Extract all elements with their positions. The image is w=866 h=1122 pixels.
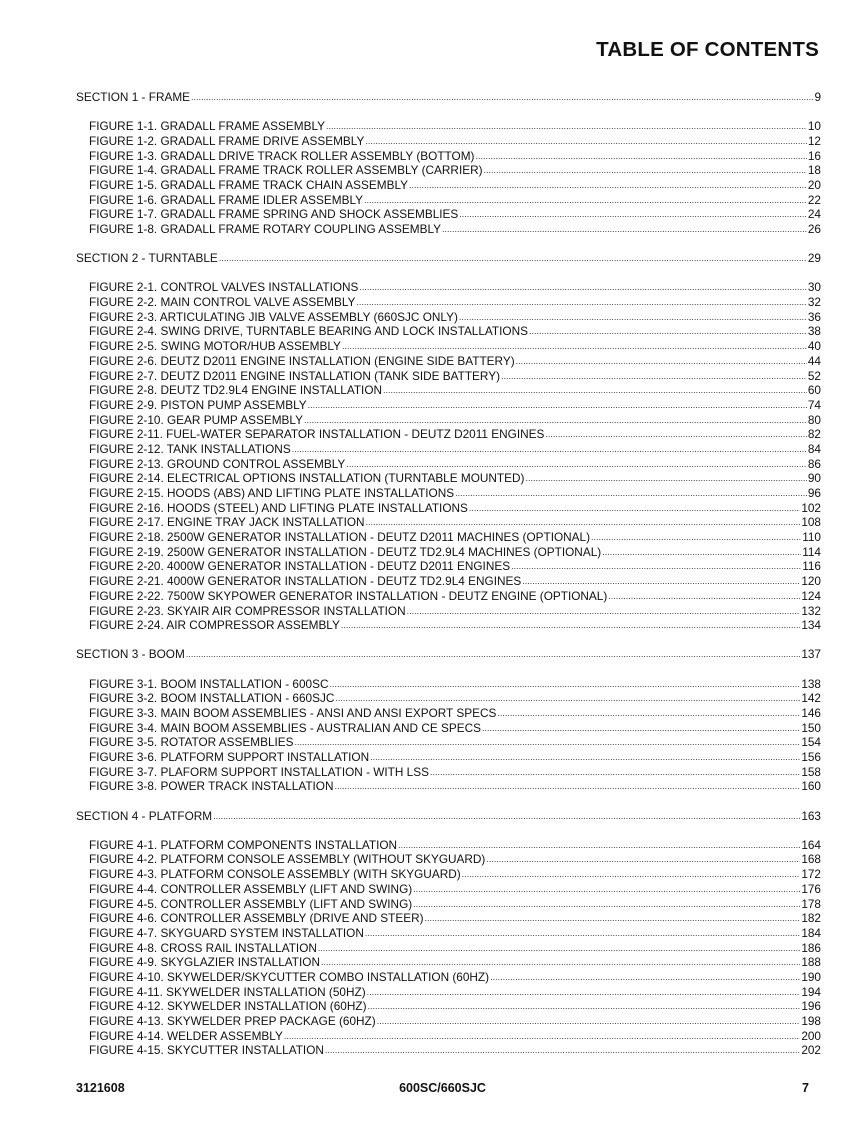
- toc-figure-entry-page-number: 168: [801, 852, 821, 867]
- toc-figure-entry-label: FIGURE 2-12. TANK INSTALLATIONS: [89, 441, 291, 456]
- toc-figure-entry-page-number: 40: [807, 339, 821, 354]
- table-of-contents: [76, 90, 821, 1058]
- toc-figure-entry[interactable]: [76, 471, 821, 486]
- toc-figure-entry[interactable]: [76, 750, 821, 765]
- toc-figure-entry-page-number: 114: [802, 544, 821, 559]
- dot-leader: [522, 574, 800, 589]
- toc-figure-entry-page-number: 158: [801, 764, 821, 779]
- toc-figure-entry[interactable]: [76, 119, 821, 134]
- dot-leader: [430, 765, 800, 780]
- toc-figure-entry-label: FIGURE 3-1. BOOM INSTALLATION - 600SC: [89, 676, 329, 691]
- dot-leader: [341, 618, 800, 633]
- dot-leader: [398, 838, 800, 853]
- toc-figure-entry-label: FIGURE 2-23. SKYAIR AIR COMPRESSOR INSTALLATION: [89, 603, 406, 618]
- document-number: 3121608: [76, 1081, 125, 1095]
- toc-figure-entry-label: FIGURE 4-7. SKYGUARD SYSTEM INSTALLATION: [89, 925, 364, 940]
- toc-figure-entry[interactable]: [76, 515, 821, 530]
- toc-figure-entry-label: FIGURE 3-3. MAIN BOOM ASSEMBLIES - ANSI AND ANSI EXPORT SPECS: [89, 705, 497, 720]
- toc-figure-entry-page-number: 196: [801, 999, 821, 1014]
- toc-figure-entry-page-number: 190: [801, 969, 821, 984]
- dot-leader: [191, 90, 813, 105]
- dot-leader: [325, 1043, 800, 1058]
- toc-figure-entry[interactable]: [76, 413, 821, 428]
- toc-figure-entry-label: FIGURE 2-22. 7500W SKYPOWER GENERATOR INSTALLATION - DEUTZ ENGINE (OPTIONAL): [89, 588, 608, 603]
- toc-figure-entry-label: FIGURE 4-11. SKYWELDER INSTALLATION (50HZ): [89, 984, 366, 999]
- toc-section-entry-page-number: 163: [801, 808, 821, 823]
- dot-leader: [497, 706, 800, 721]
- toc-figure-entry-label: FIGURE 2-2. MAIN CONTROL VALVE ASSEMBLY: [89, 295, 356, 310]
- toc-figure-entry-page-number: 182: [801, 911, 821, 926]
- toc-figure-entry-label: FIGURE 1-7. GRADALL FRAME SPRING AND SHOCK ASSEMBLIES: [89, 207, 459, 222]
- toc-figure-entry[interactable]: [76, 369, 821, 384]
- toc-figure-entry-label: FIGURE 2-9. PISTON PUMP ASSEMBLY: [89, 397, 307, 412]
- dot-leader: [529, 324, 807, 339]
- toc-figure-entry-label: FIGURE 2-1. CONTROL VALVES INSTALLATIONS: [89, 280, 359, 295]
- dot-leader: [413, 897, 800, 912]
- toc-figure-entry-page-number: 24: [807, 207, 821, 222]
- toc-figure-entry[interactable]: [76, 149, 821, 164]
- dot-leader: [365, 134, 807, 149]
- toc-figure-entry-label: FIGURE 2-14. ELECTRICAL OPTIONS INSTALLATION (TURNTABLE MOUNTED): [89, 471, 525, 486]
- toc-figure-entry-label: FIGURE 4-15. SKYCUTTER INSTALLATION: [89, 1043, 324, 1058]
- toc-figure-entry-page-number: 172: [801, 867, 821, 882]
- toc-figure-entry-label: FIGURE 2-16. HOODS (STEEL) AND LIFTING PLATE INSTALLATIONS: [89, 500, 468, 515]
- toc-figure-entry-label: FIGURE 4-14. WELDER ASSEMBLY: [89, 1028, 283, 1043]
- toc-section: [76, 251, 821, 633]
- toc-section-entry-page-number: 29: [807, 251, 821, 266]
- toc-figure-entry-page-number: 142: [801, 691, 821, 706]
- toc-figure-entry[interactable]: [76, 354, 821, 369]
- dot-leader: [511, 559, 801, 574]
- toc-figure-entry-page-number: 84: [807, 441, 821, 456]
- toc-figure-entry[interactable]: [76, 926, 821, 941]
- toc-figure-entry-page-number: 86: [807, 456, 821, 471]
- toc-figure-entry-label: FIGURE 2-18. 2500W GENERATOR INSTALLATION - DEUTZ D2011 MACHINES (OPTIONAL): [89, 530, 591, 545]
- toc-figure-entry-label: FIGURE 2-17. ENGINE TRAY JACK INSTALLATION: [89, 515, 365, 530]
- toc-figure-entry-page-number: 16: [807, 148, 821, 163]
- toc-figure-entry[interactable]: [76, 339, 821, 354]
- toc-figure-entry-page-number: 110: [802, 530, 821, 545]
- toc-figure-entry[interactable]: [76, 897, 821, 912]
- toc-figure-entry[interactable]: [76, 295, 821, 310]
- dot-leader: [469, 501, 800, 516]
- toc-figure-entry-label: FIGURE 3-4. MAIN BOOM ASSEMBLIES - AUSTRALIAN AND CE SPECS: [89, 720, 482, 735]
- dot-leader: [367, 985, 801, 1000]
- toc-figure-entry-page-number: 32: [807, 295, 821, 310]
- toc-section: [76, 90, 821, 237]
- toc-figure-entry-page-number: 132: [801, 603, 821, 618]
- toc-figure-entry-page-number: 200: [801, 1028, 821, 1043]
- toc-figure-entry-page-number: 18: [807, 163, 821, 178]
- toc-figure-entry-label: FIGURE 2-4. SWING DRIVE, TURNTABLE BEARING AND LOCK INSTALLATIONS: [89, 324, 528, 339]
- toc-figure-entry-page-number: 60: [807, 383, 821, 398]
- dot-leader: [608, 589, 800, 604]
- toc-figure-entry-page-number: 26: [807, 222, 821, 236]
- toc-section-entry-label: SECTION 1 - FRAME: [76, 90, 191, 104]
- toc-figure-entry[interactable]: [76, 941, 821, 956]
- dot-leader: [330, 677, 801, 692]
- toc-figure-entry-page-number: 150: [801, 720, 821, 735]
- toc-figure-entry-label: FIGURE 2-8. DEUTZ TD2.9L4 ENGINE INSTALLATION: [89, 383, 383, 398]
- toc-figure-entry-label: FIGURE 1-5. GRADALL FRAME TRACK CHAIN ASSEMBLY: [89, 177, 409, 192]
- page-title: TABLE OF CONTENTS: [596, 38, 819, 61]
- toc-figure-entry[interactable]: [76, 985, 821, 1000]
- toc-figure-entry-page-number: 12: [807, 133, 821, 148]
- toc-figure-entry-label: FIGURE 1-3. GRADALL DRIVE TRACK ROLLER ASSEMBLY (BOTTOM): [89, 148, 475, 163]
- dot-leader: [186, 647, 801, 662]
- toc-figure-entry-label: FIGURE 1-6. GRADALL FRAME IDLER ASSEMBLY: [89, 192, 364, 207]
- toc-figure-entry[interactable]: [76, 970, 821, 985]
- toc-figure-entry-page-number: 102: [801, 500, 821, 515]
- dot-leader: [295, 735, 801, 750]
- toc-section: [76, 647, 821, 794]
- toc-figure-entry[interactable]: [76, 604, 821, 619]
- toc-section-entry[interactable]: [76, 809, 821, 824]
- toc-section: [76, 809, 821, 1059]
- toc-figure-entry[interactable]: [76, 545, 821, 560]
- toc-figure-entry[interactable]: [76, 398, 821, 413]
- toc-figure-entry-label: FIGURE 2-15. HOODS (ABS) AND LIFTING PLATE INSTALLATIONS: [89, 486, 455, 500]
- toc-figure-entry-label: FIGURE 2-21. 4000W GENERATOR INSTALLATION - DEUTZ TD2.9L4 ENGINES: [89, 574, 522, 589]
- toc-figure-entry-page-number: 124: [801, 588, 821, 603]
- dot-leader: [335, 779, 801, 794]
- toc-figure-entry-label: FIGURE 3-8. POWER TRACK INSTALLATION: [89, 779, 334, 794]
- toc-figure-entry-page-number: 38: [807, 324, 821, 339]
- toc-figure-entry-page-number: 176: [801, 881, 821, 896]
- toc-figure-entry[interactable]: [76, 721, 821, 736]
- toc-figure-entry-label: FIGURE 2-19. 2500W GENERATOR INSTALLATION - DEUTZ TD2.9L4 MACHINES (OPTIONAL): [89, 544, 602, 559]
- dot-leader: [318, 941, 800, 956]
- toc-figure-entry[interactable]: [76, 867, 821, 882]
- toc-figure-entry-label: FIGURE 2-13. GROUND CONTROL ASSEMBLY: [89, 456, 346, 471]
- toc-figure-entry-label: FIGURE 4-4. CONTROLLER ASSEMBLY (LIFT AND SWING): [89, 881, 413, 896]
- toc-figure-entry[interactable]: [76, 779, 821, 794]
- dot-leader: [407, 604, 801, 619]
- dot-leader: [455, 486, 807, 501]
- toc-section-entry-page-number: 137: [801, 647, 821, 662]
- dot-leader: [591, 530, 801, 545]
- toc-figure-entry-page-number: 156: [801, 750, 821, 764]
- toc-figure-entry-page-number: 36: [807, 309, 821, 324]
- toc-figure-entry-page-number: 194: [801, 984, 821, 999]
- toc-figure-entry[interactable]: [76, 1043, 821, 1058]
- toc-figure-entry-page-number: 198: [801, 1014, 821, 1028]
- toc-figure-entry-label: FIGURE 4-13. SKYWELDER PREP PACKAGE (60HZ): [89, 1014, 376, 1028]
- toc-figure-entry[interactable]: [76, 911, 821, 926]
- toc-figure-entry[interactable]: [76, 955, 821, 970]
- dot-leader: [484, 163, 807, 178]
- toc-section-entry-label: SECTION 2 - TURNTABLE: [76, 251, 218, 266]
- dot-leader: [364, 193, 807, 208]
- dot-leader: [413, 882, 800, 897]
- toc-figure-entry-label: FIGURE 4-12. SKYWELDER INSTALLATION (60HZ): [89, 999, 367, 1014]
- toc-figure-entry-page-number: 160: [801, 779, 821, 794]
- toc-section-entry-label: SECTION 4 - PLATFORM: [76, 808, 213, 823]
- dot-leader: [442, 222, 807, 237]
- toc-figure-entry-page-number: 10: [807, 119, 821, 134]
- toc-figure-entry[interactable]: [76, 222, 821, 237]
- toc-figure-entry[interactable]: [76, 677, 821, 692]
- dot-leader: [545, 427, 807, 442]
- toc-figure-entry-page-number: 202: [801, 1043, 821, 1058]
- toc-figure-entry-page-number: 90: [807, 471, 821, 486]
- toc-figure-entry-label: FIGURE 2-6. DEUTZ D2011 ENGINE INSTALLATION (ENGINE SIDE BATTERY): [89, 353, 515, 368]
- toc-figure-entry-label: FIGURE 4-5. CONTROLLER ASSEMBLY (LIFT AND SWING): [89, 896, 413, 911]
- toc-figure-entry-page-number: 82: [807, 427, 821, 442]
- page-number: 7: [802, 1081, 809, 1095]
- dot-leader: [346, 457, 807, 472]
- toc-figure-entry[interactable]: [76, 163, 821, 178]
- dot-leader: [219, 251, 807, 266]
- dot-leader: [602, 545, 801, 560]
- toc-figure-entry-page-number: 134: [801, 618, 821, 633]
- dot-leader: [370, 750, 800, 765]
- dot-leader: [365, 926, 800, 941]
- toc-figure-entry-page-number: 22: [807, 192, 821, 207]
- toc-figure-entry[interactable]: [76, 442, 821, 457]
- toc-figure-entry[interactable]: [76, 501, 821, 516]
- toc-figure-entry-label: FIGURE 1-4. GRADALL FRAME TRACK ROLLER ASSEMBLY (CARRIER): [89, 163, 483, 178]
- dot-leader: [383, 383, 807, 398]
- toc-section-entry[interactable]: [76, 90, 821, 105]
- dot-leader: [213, 809, 800, 824]
- toc-figure-entry[interactable]: [76, 735, 821, 750]
- toc-figure-entry-page-number: 96: [807, 486, 821, 500]
- toc-figure-entry[interactable]: [76, 193, 821, 208]
- toc-figure-entry[interactable]: [76, 999, 821, 1014]
- dot-leader: [284, 1029, 800, 1044]
- toc-figure-entry-label: FIGURE 3-2. BOOM INSTALLATION - 660SJC: [89, 691, 335, 706]
- toc-figure-entry-label: FIGURE 3-6. PLATFORM SUPPORT INSTALLATION: [89, 750, 370, 764]
- dot-leader: [486, 852, 800, 867]
- toc-figure-entry-label: FIGURE 2-5. SWING MOTOR/HUB ASSEMBLY: [89, 339, 341, 354]
- toc-figure-entry[interactable]: [76, 1029, 821, 1044]
- toc-figure-entry-label: FIGURE 4-8. CROSS RAIL INSTALLATION: [89, 940, 317, 955]
- dot-leader: [377, 1014, 801, 1029]
- dot-leader: [409, 178, 807, 193]
- toc-figure-entry[interactable]: [76, 280, 821, 295]
- dot-leader: [342, 339, 807, 354]
- toc-figure-entry[interactable]: [76, 882, 821, 897]
- dot-leader: [516, 354, 807, 369]
- dot-leader: [292, 442, 807, 457]
- dot-leader: [490, 970, 800, 985]
- toc-figure-entry[interactable]: [76, 383, 821, 398]
- toc-figure-entry-page-number: 52: [807, 368, 821, 383]
- toc-figure-entry[interactable]: [76, 178, 821, 193]
- toc-figure-entry-label: FIGURE 2-10. GEAR PUMP ASSEMBLY: [89, 412, 303, 427]
- toc-figure-entry-page-number: 186: [801, 940, 821, 955]
- toc-figure-entry-label: FIGURE 3-5. ROTATOR ASSEMBLIES: [89, 735, 294, 750]
- toc-figure-entry[interactable]: [76, 765, 821, 780]
- toc-figure-entry[interactable]: [76, 530, 821, 545]
- dot-leader: [356, 295, 807, 310]
- toc-figure-entry[interactable]: [76, 559, 821, 574]
- toc-section-entry[interactable]: [76, 647, 821, 662]
- toc-figure-entry-label: FIGURE 2-3. ARTICULATING JIB VALVE ASSEMBLY (660SJC ONLY): [89, 309, 458, 324]
- dot-leader: [366, 515, 801, 530]
- toc-figure-entry[interactable]: [76, 574, 821, 589]
- toc-figure-entry-label: FIGURE 1-8. GRADALL FRAME ROTARY COUPLING ASSEMBLY: [89, 222, 442, 236]
- dot-leader: [459, 310, 807, 325]
- toc-figure-entry-page-number: 146: [801, 705, 821, 720]
- toc-figure-entry-label: FIGURE 2-20. 4000W GENERATOR INSTALLATION - DEUTZ D2011 ENGINES: [89, 559, 511, 574]
- dot-leader: [359, 280, 806, 295]
- dot-leader: [326, 119, 807, 134]
- toc-figure-entry-page-number: 120: [801, 574, 821, 589]
- dot-leader: [304, 413, 807, 428]
- toc-figure-entry-label: FIGURE 1-2. GRADALL FRAME DRIVE ASSEMBLY: [89, 133, 365, 148]
- toc-section-entry-page-number: 9: [814, 90, 821, 104]
- toc-figure-entry[interactable]: [76, 618, 821, 633]
- toc-figure-entry-page-number: 164: [801, 837, 821, 852]
- toc-figure-entry-label: FIGURE 4-9. SKYGLAZIER INSTALLATION: [89, 955, 320, 970]
- toc-figure-entry[interactable]: [76, 207, 821, 222]
- toc-figure-entry[interactable]: [76, 486, 821, 501]
- toc-figure-entry[interactable]: [76, 324, 821, 339]
- toc-figure-entry-page-number: 116: [802, 559, 821, 574]
- toc-figure-entry-label: FIGURE 2-7. DEUTZ D2011 ENGINE INSTALLATION (TANK SIDE BATTERY): [89, 368, 501, 383]
- toc-figure-entry-page-number: 154: [801, 735, 821, 750]
- dot-leader: [459, 207, 807, 222]
- dot-leader: [321, 955, 800, 970]
- toc-figure-entry-label: FIGURE 4-3. PLATFORM CONSOLE ASSEMBLY (WITH SKYGUARD): [89, 867, 461, 882]
- dot-leader: [475, 149, 806, 164]
- toc-figure-entry-label: FIGURE 4-6. CONTROLLER ASSEMBLY (DRIVE AND STEER): [89, 911, 424, 926]
- dot-leader: [425, 911, 801, 926]
- dot-leader: [482, 721, 800, 736]
- toc-figure-entry-label: FIGURE 4-2. PLATFORM CONSOLE ASSEMBLY (WITHOUT SKYGUARD): [89, 852, 486, 867]
- toc-figure-entry-label: FIGURE 4-10. SKYWELDER/SKYCUTTER COMBO INSTALLATION (60HZ): [89, 969, 490, 984]
- toc-figure-entry[interactable]: [76, 134, 821, 149]
- model-name: 600SC/660SJC: [399, 1081, 486, 1095]
- toc-figure-entry-page-number: 20: [807, 177, 821, 192]
- toc-figure-entry[interactable]: [76, 457, 821, 472]
- toc-figure-entry-label: FIGURE 4-1. PLATFORM COMPONENTS INSTALLATION: [89, 837, 398, 852]
- toc-figure-entry[interactable]: [76, 1014, 821, 1029]
- toc-figure-entry-page-number: 188: [801, 955, 821, 970]
- dot-leader: [335, 691, 800, 706]
- toc-figure-entry[interactable]: [76, 427, 821, 442]
- dot-leader: [501, 369, 807, 384]
- toc-figure-entry-page-number: 30: [807, 280, 821, 295]
- toc-section-entry-label: SECTION 3 - BOOM: [76, 647, 185, 662]
- dot-leader: [525, 471, 806, 486]
- toc-figure-entry[interactable]: [76, 310, 821, 325]
- toc-figure-entry-label: FIGURE 1-1. GRADALL FRAME ASSEMBLY: [89, 119, 326, 134]
- toc-figure-entry[interactable]: [76, 838, 821, 853]
- dot-leader: [368, 999, 801, 1014]
- toc-figure-entry-page-number: 44: [807, 353, 821, 368]
- toc-figure-entry-page-number: 184: [801, 925, 821, 940]
- toc-figure-entry[interactable]: [76, 589, 821, 604]
- toc-figure-entry[interactable]: [76, 852, 821, 867]
- dot-leader: [308, 398, 807, 413]
- toc-figure-entry-label: FIGURE 3-7. PLAFORM SUPPORT INSTALLATION - WITH LSS: [89, 764, 429, 779]
- toc-figure-entry[interactable]: [76, 691, 821, 706]
- toc-figure-entry-page-number: 178: [801, 896, 821, 911]
- toc-figure-entry-page-number: 74: [807, 397, 821, 412]
- toc-section-entry[interactable]: [76, 251, 821, 266]
- toc-figure-entry-page-number: 80: [807, 412, 821, 427]
- toc-figure-entry-page-number: 138: [801, 676, 821, 691]
- toc-figure-entry-page-number: 108: [801, 515, 821, 530]
- toc-figure-entry-label: FIGURE 2-11. FUEL-WATER SEPARATOR INSTALLATION - DEUTZ D2011 ENGINES: [89, 427, 545, 442]
- dot-leader: [462, 867, 801, 882]
- toc-figure-entry[interactable]: [76, 706, 821, 721]
- toc-figure-entry-label: FIGURE 2-24. AIR COMPRESSOR ASSEMBLY: [89, 618, 340, 633]
